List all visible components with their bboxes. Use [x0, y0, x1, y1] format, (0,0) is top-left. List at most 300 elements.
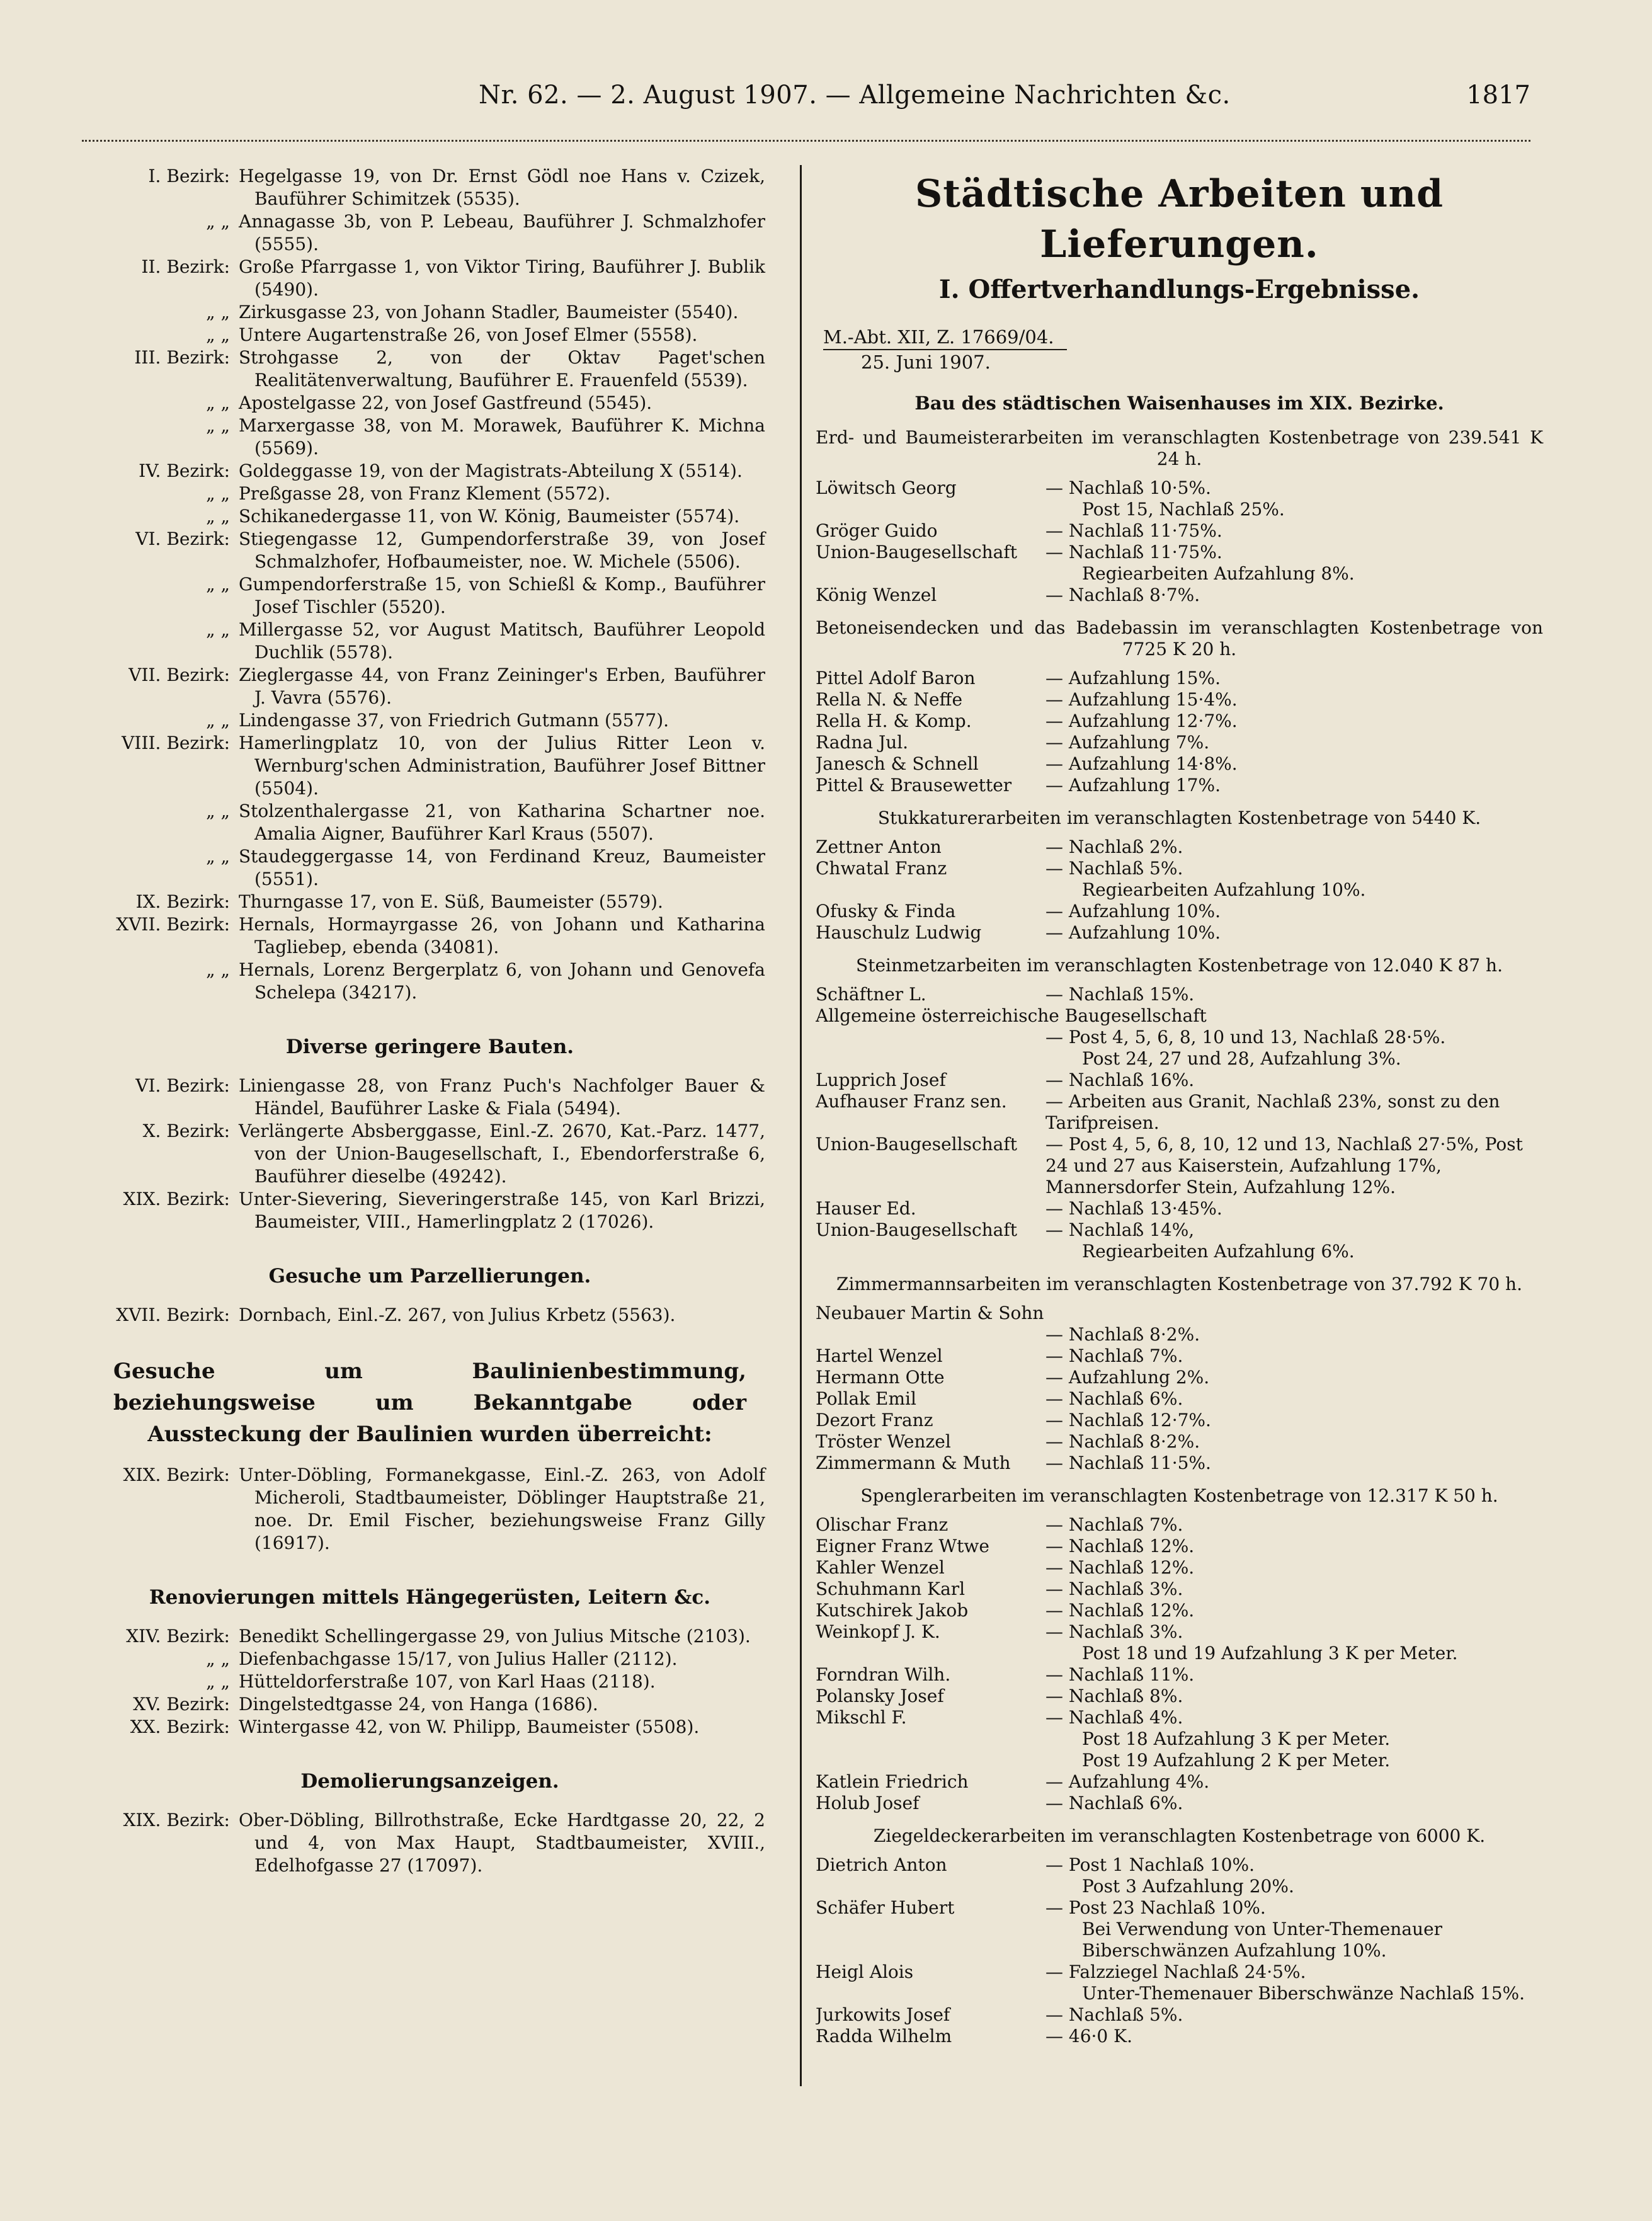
bezirk-label: X. Bezirk: — [142, 1121, 230, 1141]
reference-date: 25. Juni 1907. — [861, 351, 991, 373]
trade-heading: Ziegeldeckerarbeiten im veranschlagten Kostenbetrage von 6000 K. — [873, 1825, 1486, 1846]
bid-row — [816, 775, 1543, 796]
bid-row — [816, 1536, 1543, 1557]
bid-result-line: — Nachlaß 15%. — [1045, 984, 1195, 1005]
bid-result-line: — Post 4, 5, 6, 8, 10 und 13, Nachlaß 28·5%. — [1045, 1027, 1446, 1048]
bid-row — [816, 836, 1543, 858]
bid-row — [816, 753, 1543, 775]
section-subtitle: I. Offertverhandlungs-Ergebnisse. — [938, 275, 1420, 304]
bid-result — [1045, 1514, 1543, 1536]
bidder-name: Radda Wilhelm — [816, 2026, 952, 2047]
list-item — [94, 256, 765, 301]
list-item — [94, 1188, 765, 1233]
bid-row — [816, 2026, 1543, 2047]
bidder-name: Ofusky & Finda — [816, 901, 956, 922]
list-item — [94, 891, 765, 913]
bidder-name: Aufhauser Franz sen. — [816, 1091, 1007, 1112]
bid-result — [1045, 1664, 1543, 1686]
column-divider — [800, 165, 802, 2086]
list-item — [94, 1120, 765, 1188]
bid-result — [1045, 520, 1543, 542]
bid-result-line: — Aufzahlung 12·7%. — [1045, 711, 1238, 731]
bid-row — [816, 520, 1543, 542]
bid-result — [1045, 1453, 1543, 1474]
bid-row — [816, 1431, 1543, 1453]
entry-text: Verlängerte Absberggasse, Einl.-Z. 2670, Kat.-Parz. 1477, von der Union-Baugesellschaft, I., Ebendorferstraße 6, Bauführer dieselbe (49242). — [239, 1121, 765, 1187]
trade-heading: Steinmetzarbeiten im veranschlagten Kostenbetrage von 12.040 K 87 h. — [856, 955, 1503, 976]
bid-result — [1045, 2004, 1543, 2026]
bid-row — [816, 858, 1543, 901]
entry-text: Preßgasse 28, von Franz Klement (5572). — [239, 483, 611, 504]
list-item — [94, 1693, 765, 1716]
list-item — [94, 664, 765, 709]
section-heading-renovierungen: Renovierungen mittels Hängegerüsten, Leitern &c. — [149, 1586, 711, 1609]
entry-text: Dingelstedtgasse 24, von Hanga (1686). — [239, 1694, 598, 1715]
bid-result — [1045, 1388, 1543, 1410]
bid-result-line: Regiearbeiten Aufzahlung 10%. — [1082, 879, 1366, 900]
list-item — [94, 165, 765, 210]
bid-result — [1045, 585, 1543, 606]
bid-result — [1045, 753, 1543, 775]
bezirk-label: „ „ — [206, 801, 230, 821]
bidder-name: Tröster Wenzel — [816, 1431, 951, 1452]
bid-row — [816, 1793, 1543, 1814]
bid-result-line: — Aufzahlung 2%. — [1045, 1367, 1210, 1388]
bezirk-label: XVII. Bezirk: — [116, 914, 230, 935]
bid-result-line: Regiearbeiten Aufzahlung 8%. — [1082, 563, 1355, 584]
bid-result — [1045, 1219, 1543, 1262]
bid-row — [816, 477, 1543, 520]
entry-text: Gumpendorferstraße 15, von Schießl & Komp., Bauführer Josef Tischler (5520). — [239, 574, 765, 617]
trade-heading: Erd- und Baumeisterarbeiten im veranschlagten Kostenbetrage von 239.541 K 24 h. — [816, 427, 1543, 469]
entry-text: Unter-Sievering, Sieveringerstraße 145, von Karl Brizzi, Baumeister, VIII., Hamerlingplatz 2 (17026). — [239, 1189, 765, 1232]
bidder-name: Kahler Wenzel — [816, 1557, 945, 1578]
bid-result-line: — Nachlaß 7%. — [1045, 1345, 1183, 1366]
bezirk-label: „ „ — [206, 959, 230, 980]
bidder-name: Pollak Emil — [816, 1388, 916, 1409]
bezirk-label: „ „ — [206, 710, 230, 731]
entry-text: Ober-Döbling, Billrothstraße, Ecke Hardtgasse 20, 22, 2 und 4, von Max Haupt, Stadtbaumeister, XVIII., Edelhofgasse 27 (17097). — [239, 1810, 765, 1876]
page-header — [82, 81, 1530, 125]
bidder-name: Dezort Franz — [816, 1410, 933, 1430]
bidder-name: Chwatal Franz — [816, 858, 947, 879]
list-item — [94, 573, 765, 619]
bid-result-line: Post 15, Nachlaß 25%. — [1082, 499, 1285, 520]
list-item — [94, 845, 765, 891]
entry-text: Zieglergasse 44, von Franz Zeininger's Erben, Bauführer J. Vavra (5576). — [239, 665, 765, 708]
entry-text: Hamerlingplatz 10, von der Julius Ritter Leon v. Wernburg'schen Administration, Bauführer Josef Bittner (5504). — [239, 733, 765, 799]
entry-text: Strohgasse 2, von der Oktav Paget'schen Realitätenverwaltung, Bauführer E. Frauenfeld (5539). — [239, 347, 765, 391]
list-item — [94, 1075, 765, 1120]
bid-result — [1045, 1410, 1543, 1431]
bezirk-label: III. Bezirk: — [134, 347, 230, 368]
bidder-name: Katlein Friedrich — [816, 1771, 969, 1792]
bid-result-line: — Aufzahlung 7%. — [1045, 732, 1210, 753]
list-item — [94, 800, 765, 845]
entry-text: Benedikt Schellingergasse 29, von Julius Mitsche (2103). — [239, 1626, 751, 1647]
bidder-name: Eigner Franz Wtwe — [816, 1536, 989, 1556]
list-item — [94, 959, 765, 1004]
entry-text: Lindengasse 37, von Friedrich Gutmann (5577). — [239, 710, 669, 731]
list-item — [94, 346, 765, 392]
bid-result-line: — Nachlaß 12%. — [1045, 1600, 1195, 1621]
trade-heading: Betoneisendecken und das Badebassin im veranschlagten Kostenbetrage von 7725 K 20 h. — [816, 617, 1543, 659]
bidder-name: Gröger Guido — [816, 520, 938, 541]
bid-result-line: — Post 23 Nachlaß 10%. — [1045, 1897, 1266, 1918]
bidder-name: Olischar Franz — [816, 1514, 948, 1535]
bid-result-line: — Nachlaß 11%. — [1045, 1664, 1195, 1685]
bezirk-label: „ „ — [206, 1671, 230, 1692]
list-item — [94, 392, 765, 414]
bid-result-line: — Nachlaß 4%. — [1045, 1707, 1183, 1728]
bid-result — [1045, 1557, 1543, 1579]
bid-result-line: Post 3 Aufzahlung 20%. — [1082, 1876, 1294, 1897]
entry-text: Zirkusgasse 23, von Johann Stadler, Baumeister (5540). — [239, 302, 739, 323]
bidder-name: Hermann Otte — [816, 1367, 945, 1388]
diverse-list — [94, 1075, 765, 1233]
bid-result-line: Post 24, 27 und 28, Aufzahlung 3%. — [1082, 1048, 1401, 1069]
bid-row — [816, 1600, 1543, 1621]
list-item — [94, 505, 765, 528]
entry-text: Unter-Döbling, Formanekgasse, Einl.-Z. 263, von Adolf Micheroli, Stadtbaumeister, Döblinger Hauptstraße 21, noe. Dr. Emil Fischer, beziehungsweise Franz Gilly (16917). — [239, 1464, 765, 1553]
bid-result-line: — Nachlaß 3%. — [1045, 1579, 1183, 1599]
list-item — [94, 324, 765, 346]
bezirk-label: I. Bezirk: — [148, 166, 230, 186]
bid-result — [1045, 1897, 1543, 1961]
bezirk-label: „ „ — [206, 415, 230, 436]
bezirk-label: XIX. Bezirk: — [123, 1464, 230, 1485]
bidder-name: Forndran Wilh. — [816, 1664, 951, 1685]
entry-text: Stolzenthalergasse 21, von Katharina Schartner noe. Amalia Aigner, Bauführer Karl Kraus (5507). — [239, 801, 765, 844]
bid-result — [1045, 1686, 1543, 1707]
bidder-name: Polansky Josef — [816, 1686, 944, 1706]
bid-result — [1045, 901, 1543, 922]
bid-result-line: Post 18 Aufzahlung 3 K per Meter. — [1082, 1728, 1391, 1749]
bezirk-label: „ „ — [206, 392, 230, 413]
bidder-name: Union-Baugesellschaft — [816, 542, 1017, 562]
bezirk-label: VII. Bezirk: — [128, 665, 230, 685]
list-item — [94, 1464, 765, 1555]
bezirk-label: XX. Bezirk: — [130, 1716, 230, 1737]
entry-text: Schikanedergasse 11, von W. König, Baumeister (5574). — [239, 506, 740, 527]
project-title: Bau des städtischen Waisenhauses im XIX. Bezirke. — [914, 392, 1444, 414]
bezirk-label: IX. Bezirk: — [135, 891, 230, 912]
list-item — [94, 1670, 765, 1693]
bid-row — [816, 1388, 1543, 1410]
bidder-name: Kutschirek Jakob — [816, 1600, 969, 1621]
bezirk-label: XIX. Bezirk: — [123, 1189, 230, 1209]
bid-row — [816, 1005, 1543, 1070]
bezirk-label: „ „ — [206, 506, 230, 527]
bid-result — [1045, 1198, 1543, 1219]
bid-result — [816, 1324, 1543, 1345]
section-heading-parzellierungen: Gesuche um Parzellierungen. — [268, 1265, 591, 1287]
bid-result-line: Regiearbeiten Aufzahlung 6%. — [1082, 1241, 1355, 1262]
trade-results — [816, 427, 1543, 2047]
bid-result-line: — Aufzahlung 4%. — [1045, 1771, 1210, 1792]
bid-result-line: — Nachlaß 8·2%. — [1045, 1324, 1200, 1345]
bid-result — [1045, 1600, 1543, 1621]
bezirk-label: „ „ — [206, 619, 230, 640]
bid-result-line: — Nachlaß 11·5%. — [1045, 1453, 1211, 1473]
bid-row — [816, 732, 1543, 753]
bid-row — [816, 2004, 1543, 2026]
bidder-name: Janesch & Schnell — [816, 753, 979, 774]
bid-result-line: — Nachlaß 8%. — [1045, 1686, 1183, 1706]
bezirk-label: „ „ — [206, 211, 230, 232]
bid-result-line: — Nachlaß 14%, — [1045, 1219, 1195, 1240]
bid-row — [816, 1664, 1543, 1686]
bid-result — [1045, 775, 1543, 796]
bid-row — [816, 668, 1543, 689]
bezirk-label: XV. Bezirk: — [133, 1694, 230, 1715]
bid-result — [1045, 1536, 1543, 1557]
list-item — [94, 1809, 765, 1877]
bid-result — [1045, 2026, 1543, 2047]
entry-text: Millergasse 52, vor August Matitsch, Bauführer Leopold Duchlik (5578). — [239, 619, 765, 663]
header-title: Nr. 62. — 2. August 1907. — Allgemeine Nachrichten &c. — [479, 81, 1231, 110]
bidder-name: Rella N. & Neffe — [816, 689, 963, 710]
entry-text: Dornbach, Einl.-Z. 267, von Julius Krbetz (5563). — [239, 1305, 676, 1325]
bezirk-label: VI. Bezirk: — [135, 528, 230, 549]
bid-result-line: — Aufzahlung 10%. — [1045, 901, 1221, 922]
bidder-name: Union-Baugesellschaft — [816, 1219, 1017, 1240]
bid-row — [816, 984, 1543, 1005]
bid-result — [1045, 1621, 1543, 1664]
bezirk-label: XIV. Bezirk: — [126, 1626, 230, 1647]
list-item — [94, 732, 765, 800]
entry-text: Hegelgasse 19, von Dr. Ernst Gödl noe Hans v. Czizek, Bauführer Schimitzek (5535). — [239, 166, 765, 209]
entry-text: Hernals, Lorenz Bergerplatz 6, von Johann und Genovefa Schelepa (34217). — [239, 959, 765, 1003]
bezirk-label: „ „ — [206, 302, 230, 323]
bezirk-label: VIII. Bezirk: — [122, 733, 230, 753]
bid-result-line: — Nachlaß 3%. — [1045, 1621, 1183, 1642]
list-item — [94, 528, 765, 573]
entry-text: Staudeggergasse 14, von Ferdinand Kreuz, Baumeister (5551). — [239, 846, 765, 889]
reference-block — [823, 325, 1543, 374]
list-item — [94, 482, 765, 505]
entry-text: Goldeggasse 19, von der Magistrats-Abteilung X (5514). — [239, 460, 743, 481]
bid-result — [1045, 1793, 1543, 1814]
list-item — [94, 709, 765, 732]
bid-row — [816, 1557, 1543, 1579]
bezirk-label: „ „ — [206, 1648, 230, 1669]
list-item — [94, 301, 765, 324]
bidder-name: Zettner Anton — [816, 836, 942, 857]
header-rule — [82, 140, 1530, 142]
bid-result — [1045, 689, 1543, 711]
entry-text: Diefenbachgasse 15/17, von Julius Haller (2112). — [239, 1648, 678, 1669]
list-item — [94, 1716, 765, 1739]
bid-result-line: — Nachlaß 10·5%. — [1045, 477, 1211, 498]
list-item — [94, 414, 765, 460]
bid-result-line: Unter-Themenauer Biberschwänze Nachlaß 15%. — [1082, 1983, 1525, 2004]
bid-result-line: — Nachlaß 5%. — [1045, 858, 1183, 879]
bid-result-line: Bei Verwendung von Unter-Themenauer Biberschwänzen Aufzahlung 10%. — [1082, 1919, 1443, 1961]
bid-result — [1045, 1134, 1543, 1198]
bid-row — [816, 901, 1543, 922]
bid-result-line: — Falzziegel Nachlaß 24·5%. — [1045, 1961, 1306, 1982]
bid-row — [816, 1091, 1543, 1134]
bidder-name: Heigl Alois — [816, 1961, 914, 1982]
bid-result — [1045, 858, 1543, 901]
bezirk-label: „ „ — [206, 324, 230, 345]
bid-row — [816, 1410, 1543, 1431]
list-item — [94, 210, 765, 256]
section-heading-demolierung: Demolierungsanzeigen. — [300, 1770, 559, 1793]
bid-result-line: — Aufzahlung 10%. — [1045, 922, 1221, 943]
entry-text: Apostelgasse 22, von Josef Gastfreund (5545). — [239, 392, 652, 413]
bid-result-line: — Nachlaß 12%. — [1045, 1536, 1195, 1556]
trade-heading: Stukkaturerarbeiten im veranschlagten Kostenbetrage von 5440 K. — [877, 808, 1481, 828]
bid-result — [816, 1027, 1543, 1070]
entry-text: Hernals, Hormayrgasse 26, von Johann und Katharina Tagliebер, ebenda (34081). — [239, 914, 765, 957]
page-number: 1817 — [1466, 81, 1530, 110]
parzellierung-list — [94, 1304, 765, 1327]
trade-heading: Zimmermannsarbeiten im veranschlagten Kostenbetrage von 37.792 K 70 h. — [836, 1274, 1522, 1294]
bid-result — [1045, 1854, 1543, 1897]
bezirk-label: VI. Bezirk: — [135, 1075, 230, 1096]
bid-row — [816, 689, 1543, 711]
bid-result-line: — Nachlaß 12·7%. — [1045, 1410, 1211, 1430]
bid-row — [816, 1579, 1543, 1600]
bezirk-label: „ „ — [206, 574, 230, 595]
building-permit-list — [94, 165, 765, 1004]
bid-row — [816, 1686, 1543, 1707]
section-heading-diverse: Diverse geringere Bauten. — [285, 1036, 574, 1058]
bid-result — [1045, 732, 1543, 753]
list-item — [94, 460, 765, 482]
bid-result — [1045, 542, 1543, 585]
bidder-name: Hauser Ed. — [816, 1198, 916, 1219]
bid-row — [816, 711, 1543, 732]
right-column — [816, 165, 1543, 2047]
entry-text: Untere Augartenstraße 26, von Josef Elmer (5558). — [239, 324, 698, 345]
list-item — [94, 1648, 765, 1670]
bid-result — [1045, 984, 1543, 1005]
bidder-name: Zimmermann & Muth — [816, 1453, 1011, 1473]
bezirk-label: XIX. Bezirk: — [123, 1810, 230, 1830]
bid-result-line: Post 18 und 19 Aufzahlung 3 K per Meter. — [1082, 1643, 1458, 1664]
bidder-name: Mikschl F. — [816, 1707, 907, 1728]
bid-result-line: — Post 1 Nachlaß 10%. — [1045, 1854, 1255, 1875]
bid-result — [1045, 1771, 1543, 1793]
bid-result-line: — Arbeiten aus Granit, Nachlaß 23%, sonst zu den Tarifpreisen. — [1045, 1091, 1500, 1133]
bid-result — [1045, 1345, 1543, 1367]
bezirk-label: „ „ — [206, 483, 230, 504]
bidder-name: Lupprich Josef — [816, 1070, 946, 1090]
trade-heading: Spenglerarbeiten im veranschlagten Kostenbetrage von 12.317 K 50 h. — [860, 1485, 1498, 1506]
entry-text: Hütteldorferstraße 107, von Karl Haas (2118). — [239, 1671, 656, 1692]
bid-row — [816, 1771, 1543, 1793]
bid-row — [816, 1219, 1543, 1262]
left-column — [94, 165, 765, 1877]
bid-row — [816, 1621, 1543, 1664]
bid-result-line: — Nachlaß 8·2%. — [1045, 1431, 1200, 1452]
bidder-name: Pittel Adolf Baron — [816, 668, 976, 688]
bid-result-line: — Post 4, 5, 6, 8, 10, 12 und 13, Nachlaß 27·5%, Post 24 und 27 aus Kaiserstein, Aufzahlung 17%, Mannersdorfer Stein, Aufzahlung 12%. — [1045, 1134, 1523, 1197]
entry-text: Marxergasse 38, von M. Morawek, Bauführer K. Michna (5569). — [239, 415, 765, 459]
bid-result — [1045, 1367, 1543, 1388]
bidder-name: Jurkowits Josef — [816, 2004, 950, 2025]
list-item — [94, 1304, 765, 1327]
bid-row — [816, 922, 1543, 944]
bid-result-line: — Aufzahlung 15%. — [1045, 668, 1221, 688]
reference-number: M.-Abt. XII, Z. 17669/04. — [823, 325, 1067, 350]
entry-text: Liniengasse 28, von Franz Puch's Nachfolger Bauer & Händel, Bauführer Laske & Fiala (5494). — [239, 1075, 765, 1119]
bid-row — [816, 1303, 1543, 1345]
bid-row — [816, 1070, 1543, 1091]
bid-row — [816, 1514, 1543, 1536]
bid-row — [816, 1961, 1543, 2004]
bidder-name: Union-Baugesellschaft — [816, 1134, 1017, 1155]
renovierung-list — [94, 1625, 765, 1739]
baulinien-list — [94, 1464, 765, 1555]
bid-row — [816, 585, 1543, 606]
list-item — [94, 619, 765, 664]
list-item — [94, 1625, 765, 1648]
section-heading-baulinien: Gesuche um Baulinienbestimmung, beziehungsweise um Bekanntgabe oder Aussteckung der Baulinien wurden überreicht: — [113, 1359, 746, 1447]
bid-result-line: — Nachlaß 6%. — [1045, 1793, 1183, 1813]
bidder-name: Löwitsch Georg — [816, 477, 957, 498]
demolierung-list — [94, 1809, 765, 1877]
bidder-name: Pittel & Brausewetter — [816, 775, 1012, 796]
bid-row — [816, 1707, 1543, 1771]
bid-result-line: — Nachlaß 7%. — [1045, 1514, 1183, 1535]
bidder-name: Schäftner L. — [816, 984, 926, 1005]
bezirk-label: XVII. Bezirk: — [116, 1305, 230, 1325]
bid-result-line: — 46·0 K. — [1045, 2026, 1132, 2047]
bid-result-line: — Aufzahlung 17%. — [1045, 775, 1221, 796]
bid-result-line: — Nachlaß 5%. — [1045, 2004, 1183, 2025]
bid-row — [816, 1134, 1543, 1198]
bid-row — [816, 1198, 1543, 1219]
bid-result — [1045, 1091, 1543, 1134]
bid-result — [1045, 1961, 1543, 2004]
bid-row — [816, 1345, 1543, 1367]
entry-text: Thurngasse 17, von E. Süß, Baumeister (5579). — [239, 891, 663, 912]
bidder-name: Rella H. & Komp. — [816, 711, 972, 731]
bidder-name: Radna Jul. — [816, 732, 909, 753]
entry-text: Wintergasse 42, von W. Philipp, Baumeister (5508). — [239, 1716, 700, 1737]
bezirk-label: „ „ — [206, 846, 230, 867]
bid-result — [1045, 1070, 1543, 1091]
entry-text: Annagasse 3b, von P. Lebeau, Bauführer J. Schmalzhofer (5555). — [239, 211, 765, 254]
bid-result-line: — Nachlaß 16%. — [1045, 1070, 1195, 1090]
bid-row — [816, 1897, 1543, 1961]
bidder-name: Dietrich Anton — [816, 1854, 947, 1875]
section-title: Städtische Arbeiten und Lieferungen. — [914, 172, 1444, 266]
entry-text: Stiegengasse 12, Gumpendorferstraße 39, von Josef Schmalzhofer, Hofbaumeister, noe. W. Michele (5506). — [239, 528, 765, 572]
bezirk-label: II. Bezirk: — [141, 256, 230, 277]
bidder-name: Schäfer Hubert — [816, 1897, 955, 1918]
bidder-name: Hauschulz Ludwig — [816, 922, 982, 943]
list-item — [94, 913, 765, 959]
bid-result — [1045, 922, 1543, 944]
bid-row — [816, 542, 1543, 585]
bidder-name: Neubauer Martin & Sohn — [816, 1303, 1044, 1323]
bidder-name: Weinkopf J. K. — [816, 1621, 940, 1642]
bid-result — [1045, 836, 1543, 858]
bid-result — [1045, 711, 1543, 732]
bidder-name: Allgemeine österreichische Baugesellschaft — [816, 1005, 1207, 1026]
bid-result-line: — Aufzahlung 15·4%. — [1045, 689, 1238, 710]
bid-row — [816, 1854, 1543, 1897]
bid-result-line: — Aufzahlung 14·8%. — [1045, 753, 1238, 774]
bidder-name: Holub Josef — [816, 1793, 920, 1813]
bid-result — [1045, 477, 1543, 520]
bid-result-line: — Nachlaß 8·7%. — [1045, 585, 1200, 605]
